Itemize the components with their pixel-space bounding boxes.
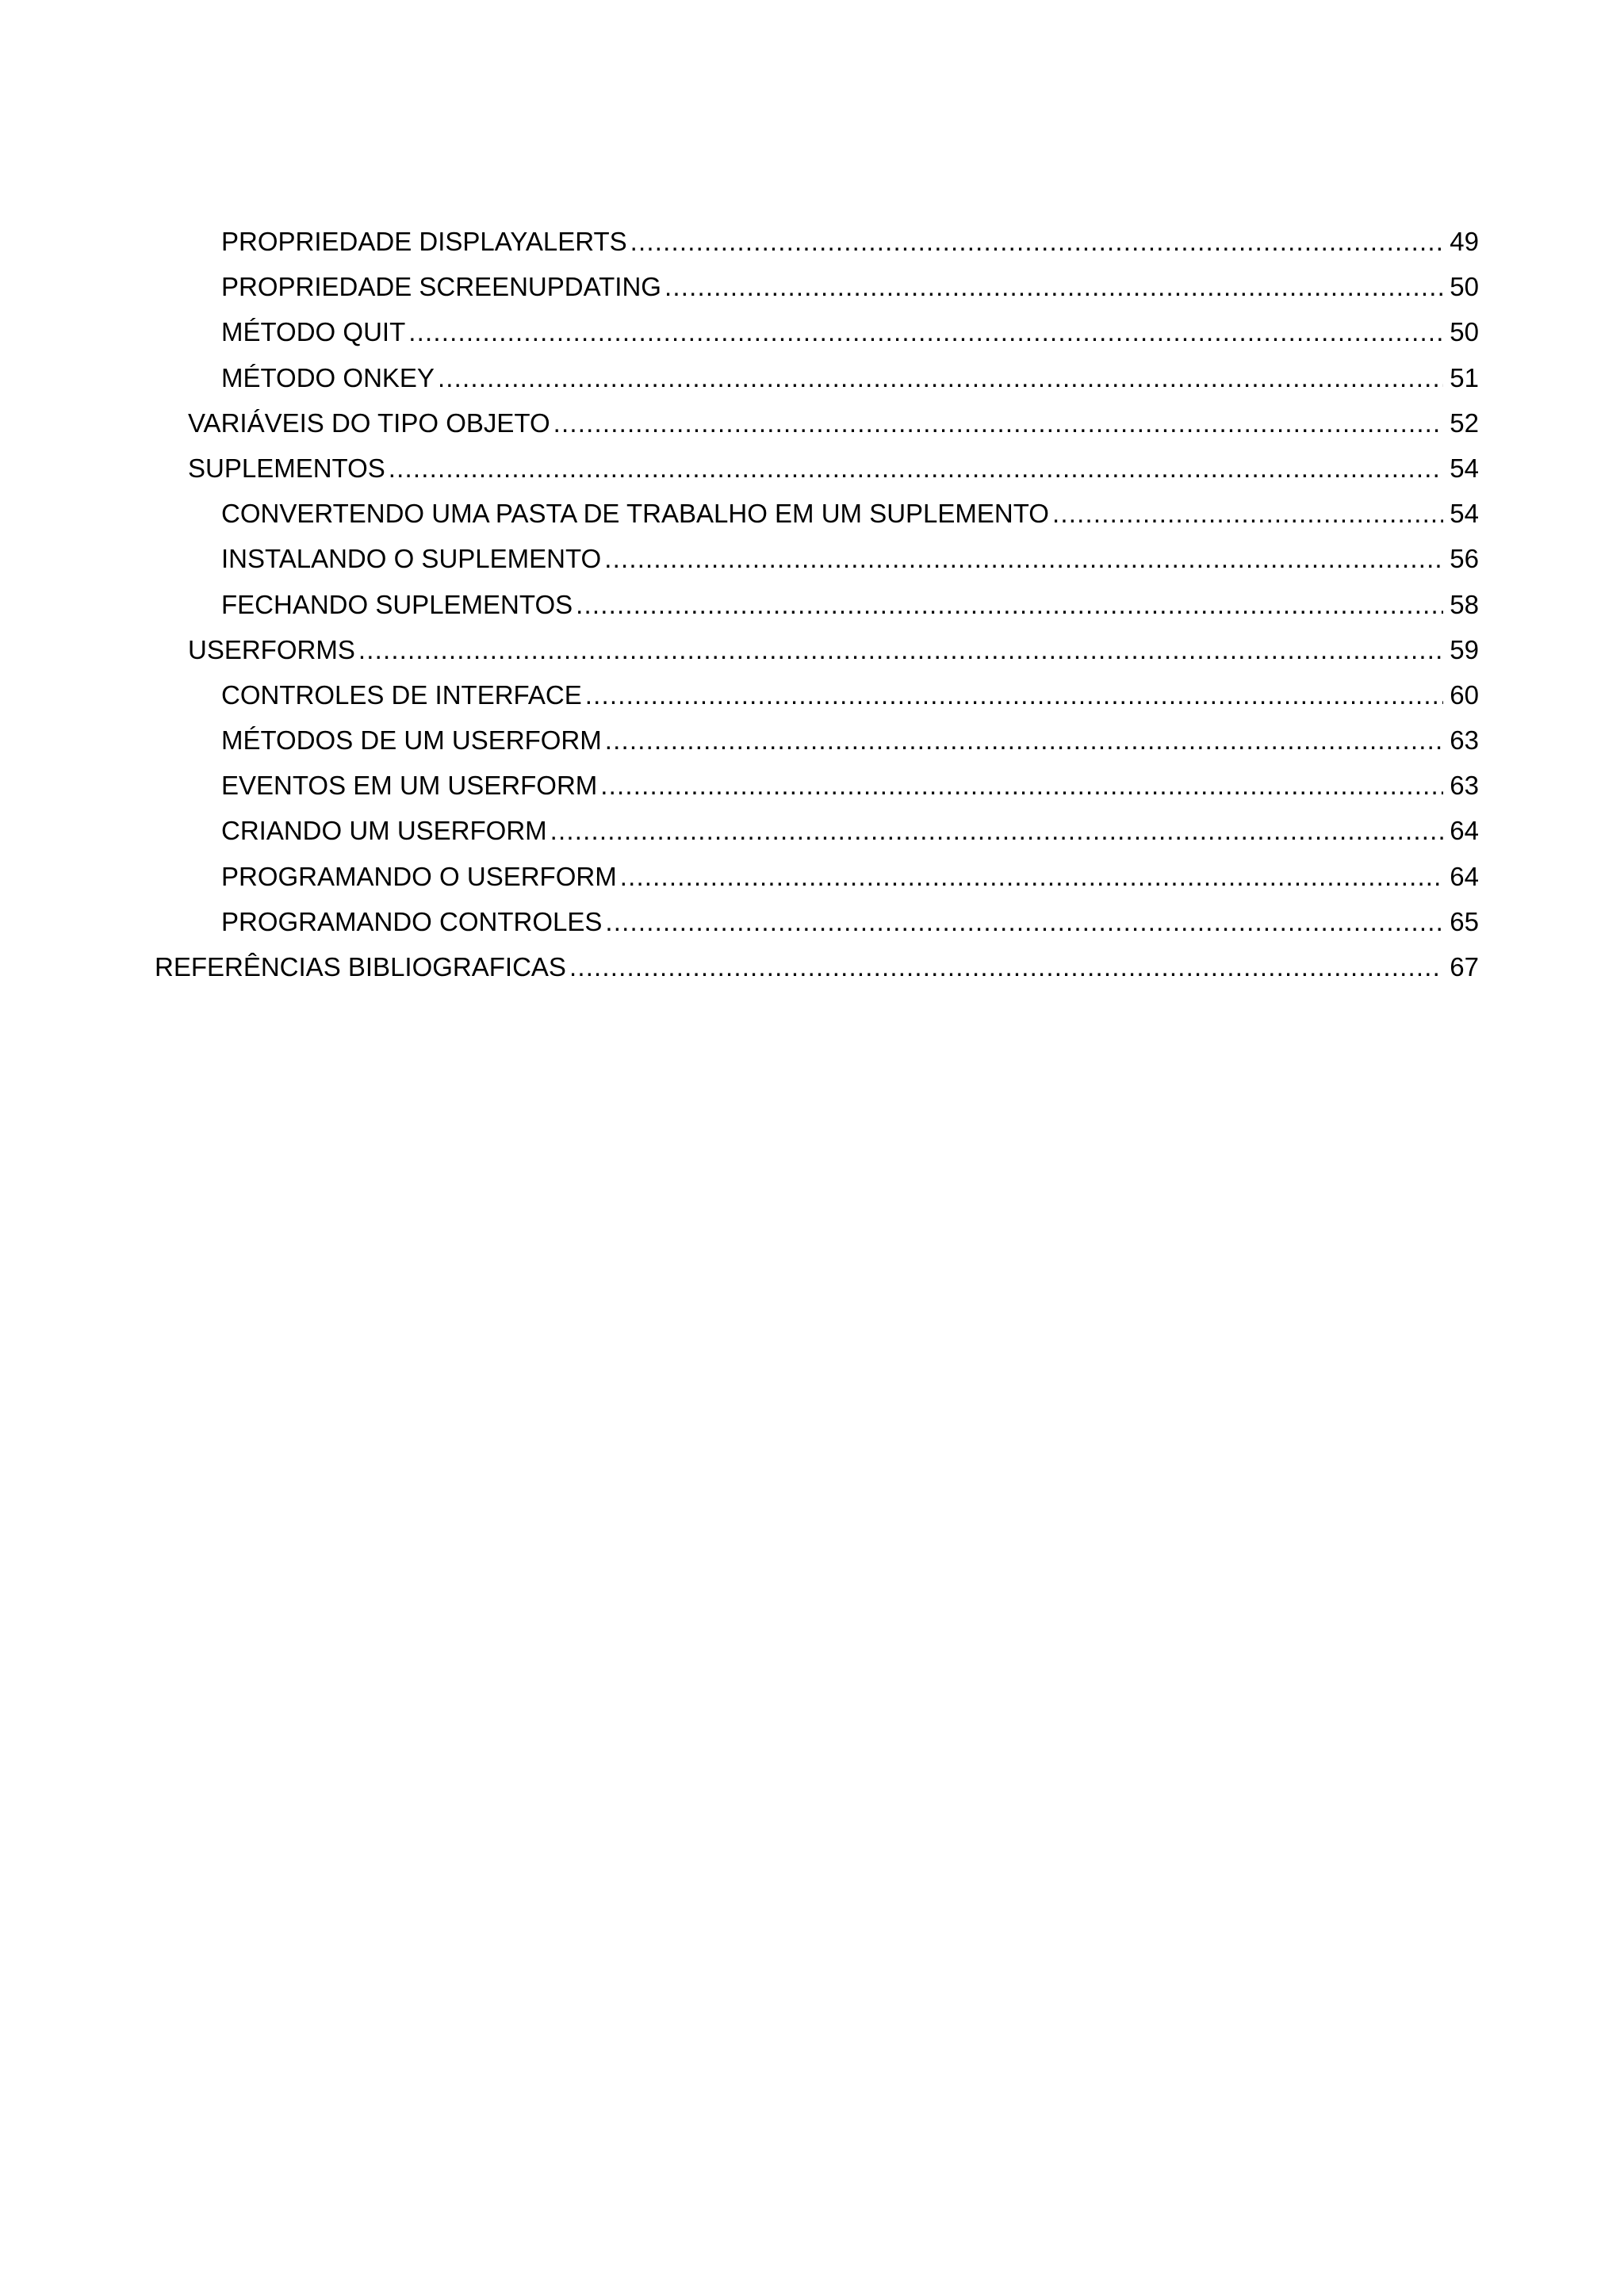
toc-entry-title: PROGRAMANDO CONTROLES	[221, 906, 603, 936]
toc-entry-title: FECHANDO SUPLEMENTOS	[221, 589, 573, 619]
toc-page-number: 49	[1450, 227, 1479, 256]
toc-entry-convertendo-pasta-em-suplemento[interactable]	[155, 491, 1479, 536]
toc-entry-fechando-suplementos[interactable]	[155, 582, 1479, 627]
toc-entry-propriedade-screenupdating[interactable]	[155, 264, 1479, 309]
toc-page-number: 59	[1450, 634, 1479, 664]
toc-dot-leader	[620, 854, 1444, 899]
toc-page-number: 50	[1450, 317, 1479, 347]
toc-entry-title: VARIÁVEIS DO TIPO OBJETO	[188, 408, 550, 438]
toc-page-number: 64	[1450, 861, 1479, 891]
toc-entry-title: EVENTOS EM UM USERFORM	[221, 771, 598, 801]
toc-dot-leader	[553, 400, 1444, 446]
toc-page-number: 51	[1450, 362, 1479, 392]
toc-page-number: 58	[1450, 589, 1479, 619]
toc-dot-leader	[569, 944, 1443, 989]
toc-dot-leader	[438, 355, 1443, 400]
toc-entry-instalando-o-suplemento[interactable]	[155, 536, 1479, 581]
table-of-contents	[155, 219, 1479, 989]
toc-entry-title: CONTROLES DE INTERFACE	[221, 679, 582, 710]
toc-entry-suplementos[interactable]	[155, 446, 1479, 491]
toc-entry-title: PROPRIEDADE DISPLAYALERTS	[221, 227, 627, 256]
toc-entry-title: MÉTODO ONKEY	[221, 362, 435, 392]
toc-page-number: 56	[1450, 544, 1479, 574]
toc-entry-title: PROPRIEDADE SCREENUPDATING	[221, 272, 661, 302]
toc-page-number: 63	[1450, 725, 1479, 756]
toc-page-number: 65	[1450, 906, 1479, 936]
toc-entry-title: MÉTODOS DE UM USERFORM	[221, 725, 602, 756]
toc-entry-variaveis-do-tipo-objeto[interactable]	[155, 400, 1479, 446]
toc-entry-title: USERFORMS	[188, 634, 355, 664]
toc-page-number: 52	[1450, 408, 1479, 438]
toc-entry-referencias-bibliograficas[interactable]	[155, 944, 1479, 989]
toc-dot-leader	[358, 627, 1443, 672]
toc-dot-leader	[389, 446, 1443, 491]
toc-entry-title: PROGRAMANDO O USERFORM	[221, 861, 617, 891]
toc-entry-title: INSTALANDO O SUPLEMENTO	[221, 544, 602, 574]
toc-page-number: 67	[1450, 952, 1479, 982]
toc-page-number: 63	[1450, 771, 1479, 801]
toc-entry-programando-controles[interactable]	[155, 899, 1479, 944]
toc-entry-title: REFERÊNCIAS BIBLIOGRAFICAS	[155, 952, 566, 982]
toc-dot-leader	[600, 763, 1443, 808]
toc-entry-metodo-quit[interactable]	[155, 309, 1479, 354]
toc-page-number: 64	[1450, 816, 1479, 846]
toc-dot-leader	[1052, 491, 1443, 536]
toc-dot-leader	[665, 264, 1443, 309]
toc-dot-leader	[604, 536, 1443, 581]
toc-entry-metodos-de-um-userform[interactable]	[155, 718, 1479, 763]
toc-dot-leader	[630, 219, 1444, 264]
toc-dot-leader	[576, 582, 1443, 627]
toc-entry-metodo-onkey[interactable]	[155, 355, 1479, 400]
toc-entry-title: MÉTODO QUIT	[221, 317, 406, 347]
toc-dot-leader	[550, 808, 1444, 853]
toc-entry-propriedade-displayalerts[interactable]	[155, 219, 1479, 264]
toc-entry-title: SUPLEMENTOS	[188, 453, 385, 483]
toc-entry-eventos-em-um-userform[interactable]	[155, 763, 1479, 808]
toc-page-number: 54	[1450, 453, 1479, 483]
toc-dot-leader	[605, 899, 1443, 944]
toc-entry-controles-de-interface[interactable]	[155, 672, 1479, 718]
toc-page-number: 60	[1450, 679, 1479, 710]
toc-entry-programando-o-userform[interactable]	[155, 854, 1479, 899]
toc-entry-title: CONVERTENDO UMA PASTA DE TRABALHO EM UM SUPLEMENTO	[221, 499, 1049, 529]
toc-entry-title: CRIANDO UM USERFORM	[221, 816, 547, 846]
toc-entry-userforms[interactable]	[155, 627, 1479, 672]
toc-page-number: 50	[1450, 272, 1479, 302]
toc-dot-leader	[585, 672, 1444, 718]
toc-entry-criando-um-userform[interactable]	[155, 808, 1479, 853]
toc-dot-leader	[605, 718, 1444, 763]
toc-dot-leader	[408, 309, 1443, 354]
toc-page-number: 54	[1450, 499, 1479, 529]
